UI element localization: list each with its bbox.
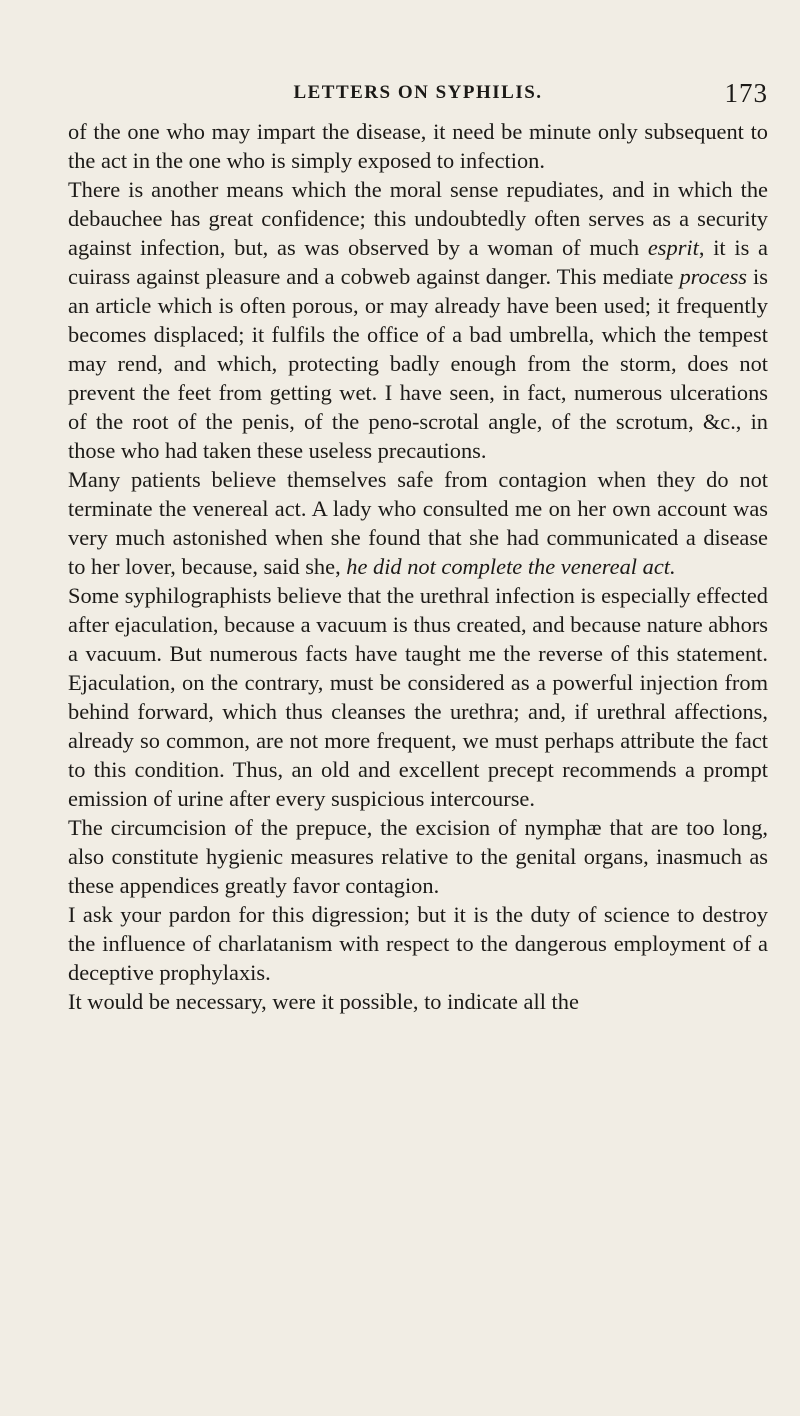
italic-text: he did not complete the venereal act. bbox=[346, 554, 676, 579]
italic-text: esprit bbox=[647, 235, 699, 260]
paragraph bbox=[68, 987, 768, 1016]
text-segment: It would be necessary, were it possible, to indicate all the bbox=[68, 989, 579, 1014]
running-head bbox=[68, 78, 768, 112]
text-segment: There is another means which the moral sense repudiates, and in which the debauchee has great confidence; this undoubtedly often serves as a security against infection, but, as was observed by a woman of much bbox=[68, 177, 768, 260]
text-segment: of the one who may impart the disease, it need be minute only subsequent to the act in the one who is simply exposed to infection. bbox=[68, 119, 768, 173]
body-text bbox=[68, 117, 768, 1016]
text-segment: Some syphilographists believe that the urethral infection is especially effected after ejaculation, because a vacuum is thus created, and because nature abhors a vacuum. But numerous facts have taught me the reverse of this statement. Ejaculation, on the contrary, must be considered as a powerful injection from behind forward, which thus cleanses the urethra; and, if urethral affections, already so common, are not more frequent, we must perhaps attribute the fact to this condition. Thus, an old and excellent precept recommends a prompt emission of urine after every suspicious intercourse. bbox=[68, 583, 768, 811]
text-segment: , it is a cuirass against pleasure and a cobweb against danger. This mediate bbox=[68, 235, 768, 289]
text-segment: is an article which is often porous, or may already have been used; it frequently becomes displaced; it fulfils the office of a bad umbrella, which the tempest may rend, and which, protecting badly enough from the storm, does not prevent the feet from getting wet. I have seen, in fact, numerous ulcerations of the root of the penis, of the peno-scrotal angle, of the scrotum, &c., in those who had taken these useless precautions. bbox=[68, 264, 768, 463]
paragraph bbox=[68, 581, 768, 813]
running-title: LETTERS ON SYPHILIS. bbox=[293, 82, 543, 103]
italic-text: process bbox=[679, 264, 748, 289]
paragraph bbox=[68, 175, 768, 465]
paragraph bbox=[68, 900, 768, 987]
text-segment: Many patients believe themselves safe from contagion when they do not terminate the venereal act. A lady who consulted me on her own account was very much astonished when she found that she had communicated a disease to her lover, because, said she, bbox=[68, 467, 768, 579]
paragraph bbox=[68, 117, 768, 175]
paragraph bbox=[68, 465, 768, 581]
page-number: 173 bbox=[724, 78, 768, 108]
text-segment: The circumcision of the prepuce, the excision of nymphæ that are too long, also constitute hygienic measures relative to the genital organs, inasmuch as these appendices greatly favor contagion. bbox=[68, 815, 768, 898]
paragraph bbox=[68, 813, 768, 900]
text-segment: I ask your pardon for this digression; but it is the duty of science to destroy the influence of charlatanism with respect to the dangerous employment of a deceptive prophylaxis. bbox=[68, 902, 768, 985]
